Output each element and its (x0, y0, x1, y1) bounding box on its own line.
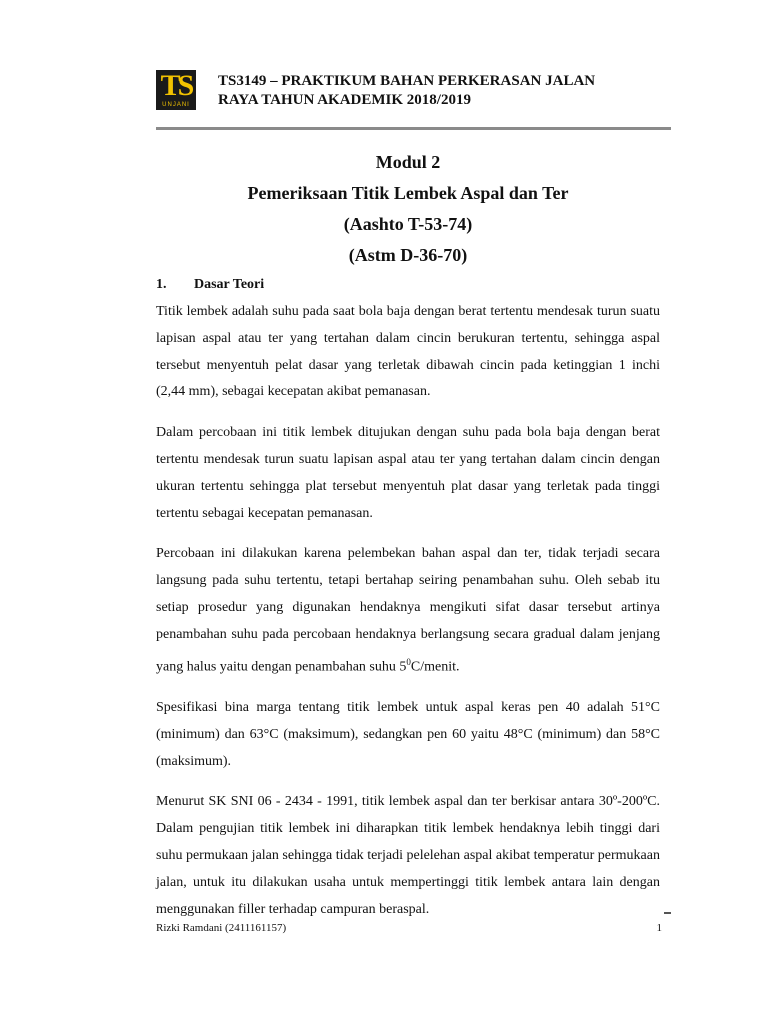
body-content (156, 299, 660, 937)
paragraph-4: Spesifikasi bina marga tentang titik lembek untuk aspal keras pen 40 adalah 51°C (minimum) dan 63°C (maksimum), sedangkan pen 60 yaitu 48°C (minimum) dan 58°C (maksimum). (156, 700, 660, 769)
document-header (218, 72, 658, 110)
paragraph-2: Dalam percobaan ini titik lembek ditujukan dengan suhu pada bola baja dengan berat tertentu mendesak turun suatu lapisan aspal atau ter yang tertahan dalam cincin dengan ukuran tertentu sehingga plat tersebut menyentuh plat dasar yang terletak pada tinggi tertentu sebagai kecepatan pemanasan. (156, 425, 660, 521)
module-titles (156, 150, 660, 274)
paragraph-3-superscript: 0 (406, 656, 411, 667)
university-logo (156, 70, 196, 110)
footer-author: Rizki Ramdani (2411161157) (156, 922, 287, 934)
module-standard-astm: (Astm D-36-70) (348, 245, 468, 265)
paragraph-3-end: C/menit. (410, 659, 460, 675)
section-title: Dasar Teori (194, 277, 265, 292)
paragraph-3 (156, 541, 660, 681)
section-number: 1. (156, 277, 167, 292)
section-heading (156, 275, 264, 295)
module-number: Modul 2 (375, 152, 441, 172)
paragraph-3-text: Percobaan ini dilakukan karena pelembekan bahan aspal dan ter, tidak terjadi secara langsung pada suhu tertentu, tetapi bertahap seiring penambahan suhu. Oleh sebab itu setiap prosedur yang digunakan hendaknya mengikuti sifat dasar tersebut artinya penambahan suhu pada percobaan hendaknya berlangsung secara gradual dalam jenjang yang halus yaitu dengan penambahan suhu 5 (156, 546, 660, 675)
header-divider (156, 127, 671, 130)
paragraph-5: Menurut SK SNI 06 - 2434 - 1991, titik lembek aspal dan ter berkisar antara 30º-200ºC. Dalam pengujian titik lembek ini diharapkan titik lembek hendaknya lebih tinggi dari suhu permukaan jalan sehingga tidak terjadi pelelehan aspal akibat temperatur permukaan jalan, untuk itu dilakukan usaha untuk mempertinggi titik lembek antara lain dengan menggunakan filler terhadap campuran beraspal. (156, 794, 660, 917)
paragraph-1: Titik lembek adalah suhu pada saat bola baja dengan berat tertentu mendesak turun suatu lapisan aspal atau ter yang tertahan dalam cincin berukuran tertentu, sehingga aspal tersebut menyentuh pelat dasar yang terletak dibawah cincin pada ketinggian 1 inchi (2,44 mm), sebagai kecepatan akibat pemanasan. (156, 304, 660, 400)
footer-mark (664, 912, 671, 914)
logo-subtext: UNJANI (162, 102, 190, 108)
module-title: Pemeriksaan Titik Lembek Aspal dan Ter (247, 183, 569, 203)
header-year-line: RAYA TAHUN AKADEMIK 2018/2019 (218, 92, 471, 108)
logo-mark: TS (160, 69, 192, 102)
header-course-line: TS3149 – PRAKTIKUM BAHAN PERKERASAN JALAN (218, 73, 596, 89)
page-number: 1 (656, 922, 662, 934)
module-standard-aashto: (Aashto T-53-74) (343, 214, 473, 234)
